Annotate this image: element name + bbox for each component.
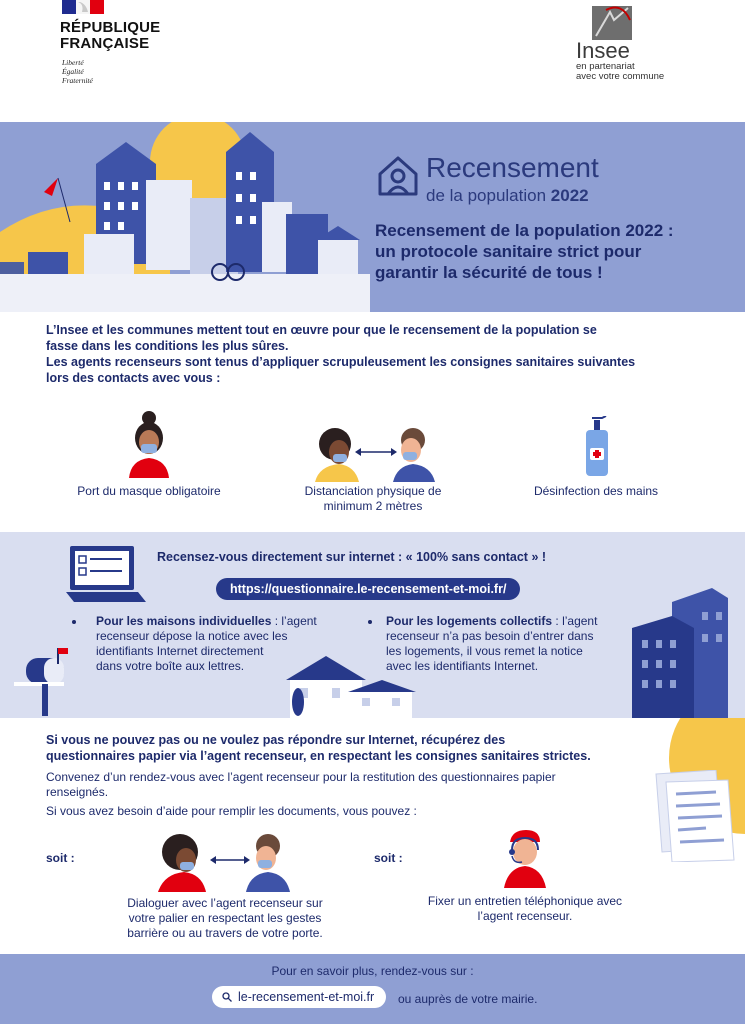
houses-bullet: Pour les maisons individuelles : l’agent recenseur dépose la notice avec les identifiants Internet directement dans votre boîte aux lettres. <box>96 614 317 673</box>
apartments-bullet: Pour les logements collectifs : l’agent recenseur n’a pas besoin d’entrer dans les logements, il vous remet la notice avec les identifiants Internet. <box>386 614 598 673</box>
mask-caption: Port du masque obligatoire <box>77 484 221 498</box>
town-illustration-icon <box>0 122 370 312</box>
dialogue-icon <box>150 830 300 892</box>
logo-title: Recensement <box>426 152 599 183</box>
distancing-caption: Distanciation physique de minimum 2 mètres <box>304 484 442 513</box>
insee-subtitle: en partenariat avec votre commune <box>576 61 665 82</box>
footer-url-text: le-recensement-et-moi.fr <box>238 990 375 1004</box>
header <box>0 0 745 122</box>
logo-subtitle: de la population 2022 <box>426 186 589 205</box>
protocol-section <box>0 312 745 532</box>
insee-name: Insee <box>576 38 630 63</box>
bullet-dot <box>72 620 76 624</box>
internet-section <box>0 532 745 718</box>
houses-icon <box>286 656 416 718</box>
soit-right-label: soit : <box>374 851 403 865</box>
devise: Liberté Égalité Fraternité <box>62 58 93 85</box>
apartment-building-icon <box>632 588 732 718</box>
search-icon <box>222 992 232 1002</box>
banner-headline: Recensement de la population 2022 : un protocole sanitaire strict pour garantir la sécurité de tous ! <box>375 221 674 282</box>
dialogue-caption: Dialoguer avec l’agent recenseur sur votre palier en respectant les gestes barrière ou au travers de votre porte. <box>127 896 323 940</box>
footer-text: Pour en savoir plus, rendez-vous sur : <box>271 964 474 978</box>
hand-sanitizer-icon <box>582 416 612 478</box>
laptop-icon <box>66 544 148 606</box>
soit-left-label: soit : <box>46 851 75 865</box>
paper-text: Convenez d’un rendez-vous avec l’agent recenseur pour la restitution des questionnaires papier renseignés. Si vous avez besoin d’aide pour remplir les documents, vous pouvez : <box>46 770 556 818</box>
paper-headline: Si vous ne pouvez pas ou ne voulez pas répondre sur Internet, récupérez des questionnaires papier via l’agent recenseur, en respectant les consignes sanitaires strictes. <box>46 733 591 763</box>
distancing-icon <box>305 424 441 482</box>
marianne-logo-icon <box>62 0 104 14</box>
masked-person-icon <box>127 410 171 478</box>
protocol-intro: L’Insee et les communes mettent tout en œuvre pour que le recensement de la population se fasse dans les conditions les plus sûres. Les agents recenseurs sont tenus d’appliquer scrupuleusement les consignes sanitaires suivantes lors des contacts avec vous : <box>46 323 636 385</box>
questionnaire-url-link[interactable]: https://questionnaire.le-recensement-et-moi.fr/ <box>216 578 520 600</box>
insee-logo-icon <box>592 6 632 40</box>
house-person-icon <box>376 154 420 198</box>
sanitizer-caption: Désinfection des mains <box>533 484 659 498</box>
republique-francaise-title: RÉPUBLIQUE FRANÇAISE <box>60 19 161 52</box>
footer-url-link[interactable] <box>212 986 386 1008</box>
paper-forms-icon <box>646 770 738 862</box>
mailbox-icon <box>14 644 84 716</box>
phone-agent-icon <box>500 828 550 888</box>
footer-suffix: ou auprès de votre mairie. <box>398 992 538 1006</box>
internet-headline: Recensez-vous directement sur internet : « 100% sans contact » ! <box>157 550 547 564</box>
phone-caption: Fixer un entretien téléphonique avec l’agent recenseur. <box>427 894 623 923</box>
bullet-dot <box>368 620 372 624</box>
footer <box>0 954 745 1024</box>
banner <box>0 122 745 312</box>
paper-section <box>0 718 745 954</box>
